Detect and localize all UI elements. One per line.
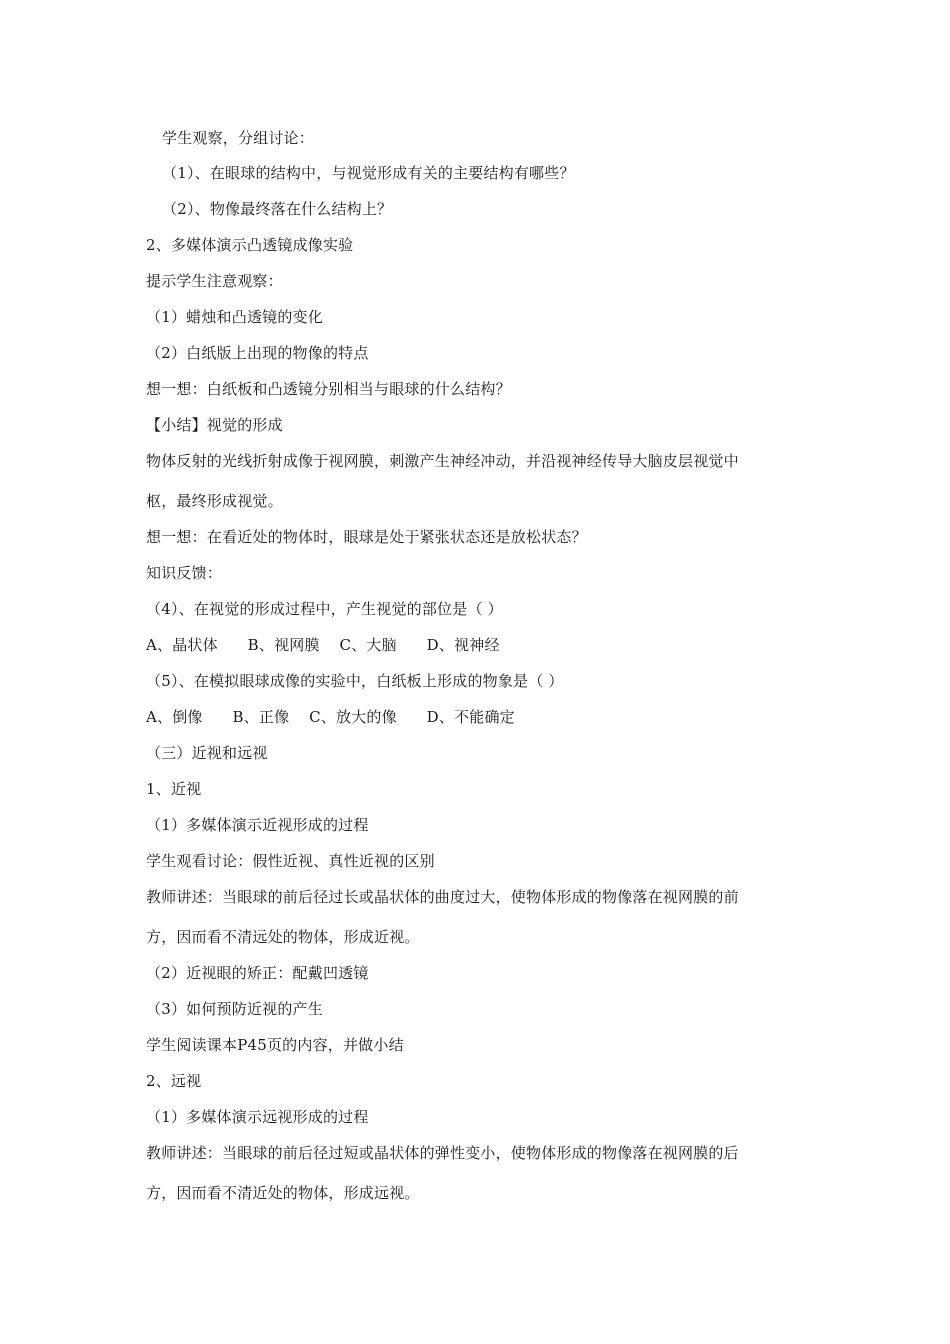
answer-options: A、晶状体 B、视网膜 C、大脑 D、视神经 (146, 636, 500, 654)
section-heading: 2、多媒体演示凸透镜成像实验 (146, 236, 354, 254)
text-line: 教师讲述：当眼球的前后径过长或晶状体的曲度过大，使物体形成的物像落在视网膜的前 (146, 888, 739, 906)
text-line: （3）如何预防近视的产生 (146, 1000, 323, 1018)
answer-options: A、倒像 B、正像 C、放大的像 D、不能确定 (146, 708, 515, 726)
text-line: 想一想：白纸板和凸透镜分别相当与眼球的什么结构？ (146, 380, 511, 398)
section-heading: （三）近视和远视 (146, 744, 268, 762)
text-line: 提示学生注意观察： (146, 272, 283, 290)
text-line: 学生观察，分组讨论： (162, 129, 315, 147)
text-line: 想一想：在看近处的物体时，眼球是处于紧张状态还是放松状态？ (146, 528, 587, 546)
text-line: （1）蜡烛和凸透镜的变化 (146, 308, 323, 326)
text-line: 知识反馈： (146, 564, 223, 582)
text-line: （1）、在眼球的结构中，与视觉形成有关的主要结构有哪些？ (162, 164, 575, 182)
subsection-heading: 2、远视 (146, 1072, 202, 1090)
text-line: 方，因而看不清近处的物体，形成远视。 (146, 1184, 420, 1202)
question-text: （5）、在模拟眼球成像的实验中，白纸板上形成的物象是（ ） (146, 672, 564, 690)
text-line: 学生阅读课本P45页的内容，并做小结 (146, 1036, 404, 1054)
text-line: （1）多媒体演示近视形成的过程 (146, 816, 369, 834)
text-line: 枢，最终形成视觉。 (146, 492, 283, 510)
text-line: （1）多媒体演示远视形成的过程 (146, 1108, 369, 1126)
text-line: （2）、物像最终落在什么结构上？ (162, 200, 393, 218)
subsection-heading: 1、近视 (146, 780, 202, 798)
text-line: 教师讲述：当眼球的前后径过短或晶状体的弹性变小，使物体形成的物像落在视网膜的后 (146, 1144, 739, 1162)
text-line: （2）白纸版上出现的物像的特点 (146, 344, 369, 362)
text-line: 物体反射的光线折射成像于视网膜，刺激产生神经冲动，并沿视神经传导大脑皮层视觉中 (146, 452, 739, 470)
text-line: （2）近视眼的矫正：配戴凹透镜 (146, 964, 369, 982)
text-line: 方，因而看不清远处的物体，形成近视。 (146, 928, 420, 946)
summary-heading: 【小结】视觉的形成 (146, 416, 283, 434)
text-line: 学生观看讨论：假性近视、真性近视的区别 (146, 852, 435, 870)
question-text: （4）、在视觉的形成过程中，产生视觉的部位是（ ） (146, 600, 503, 618)
